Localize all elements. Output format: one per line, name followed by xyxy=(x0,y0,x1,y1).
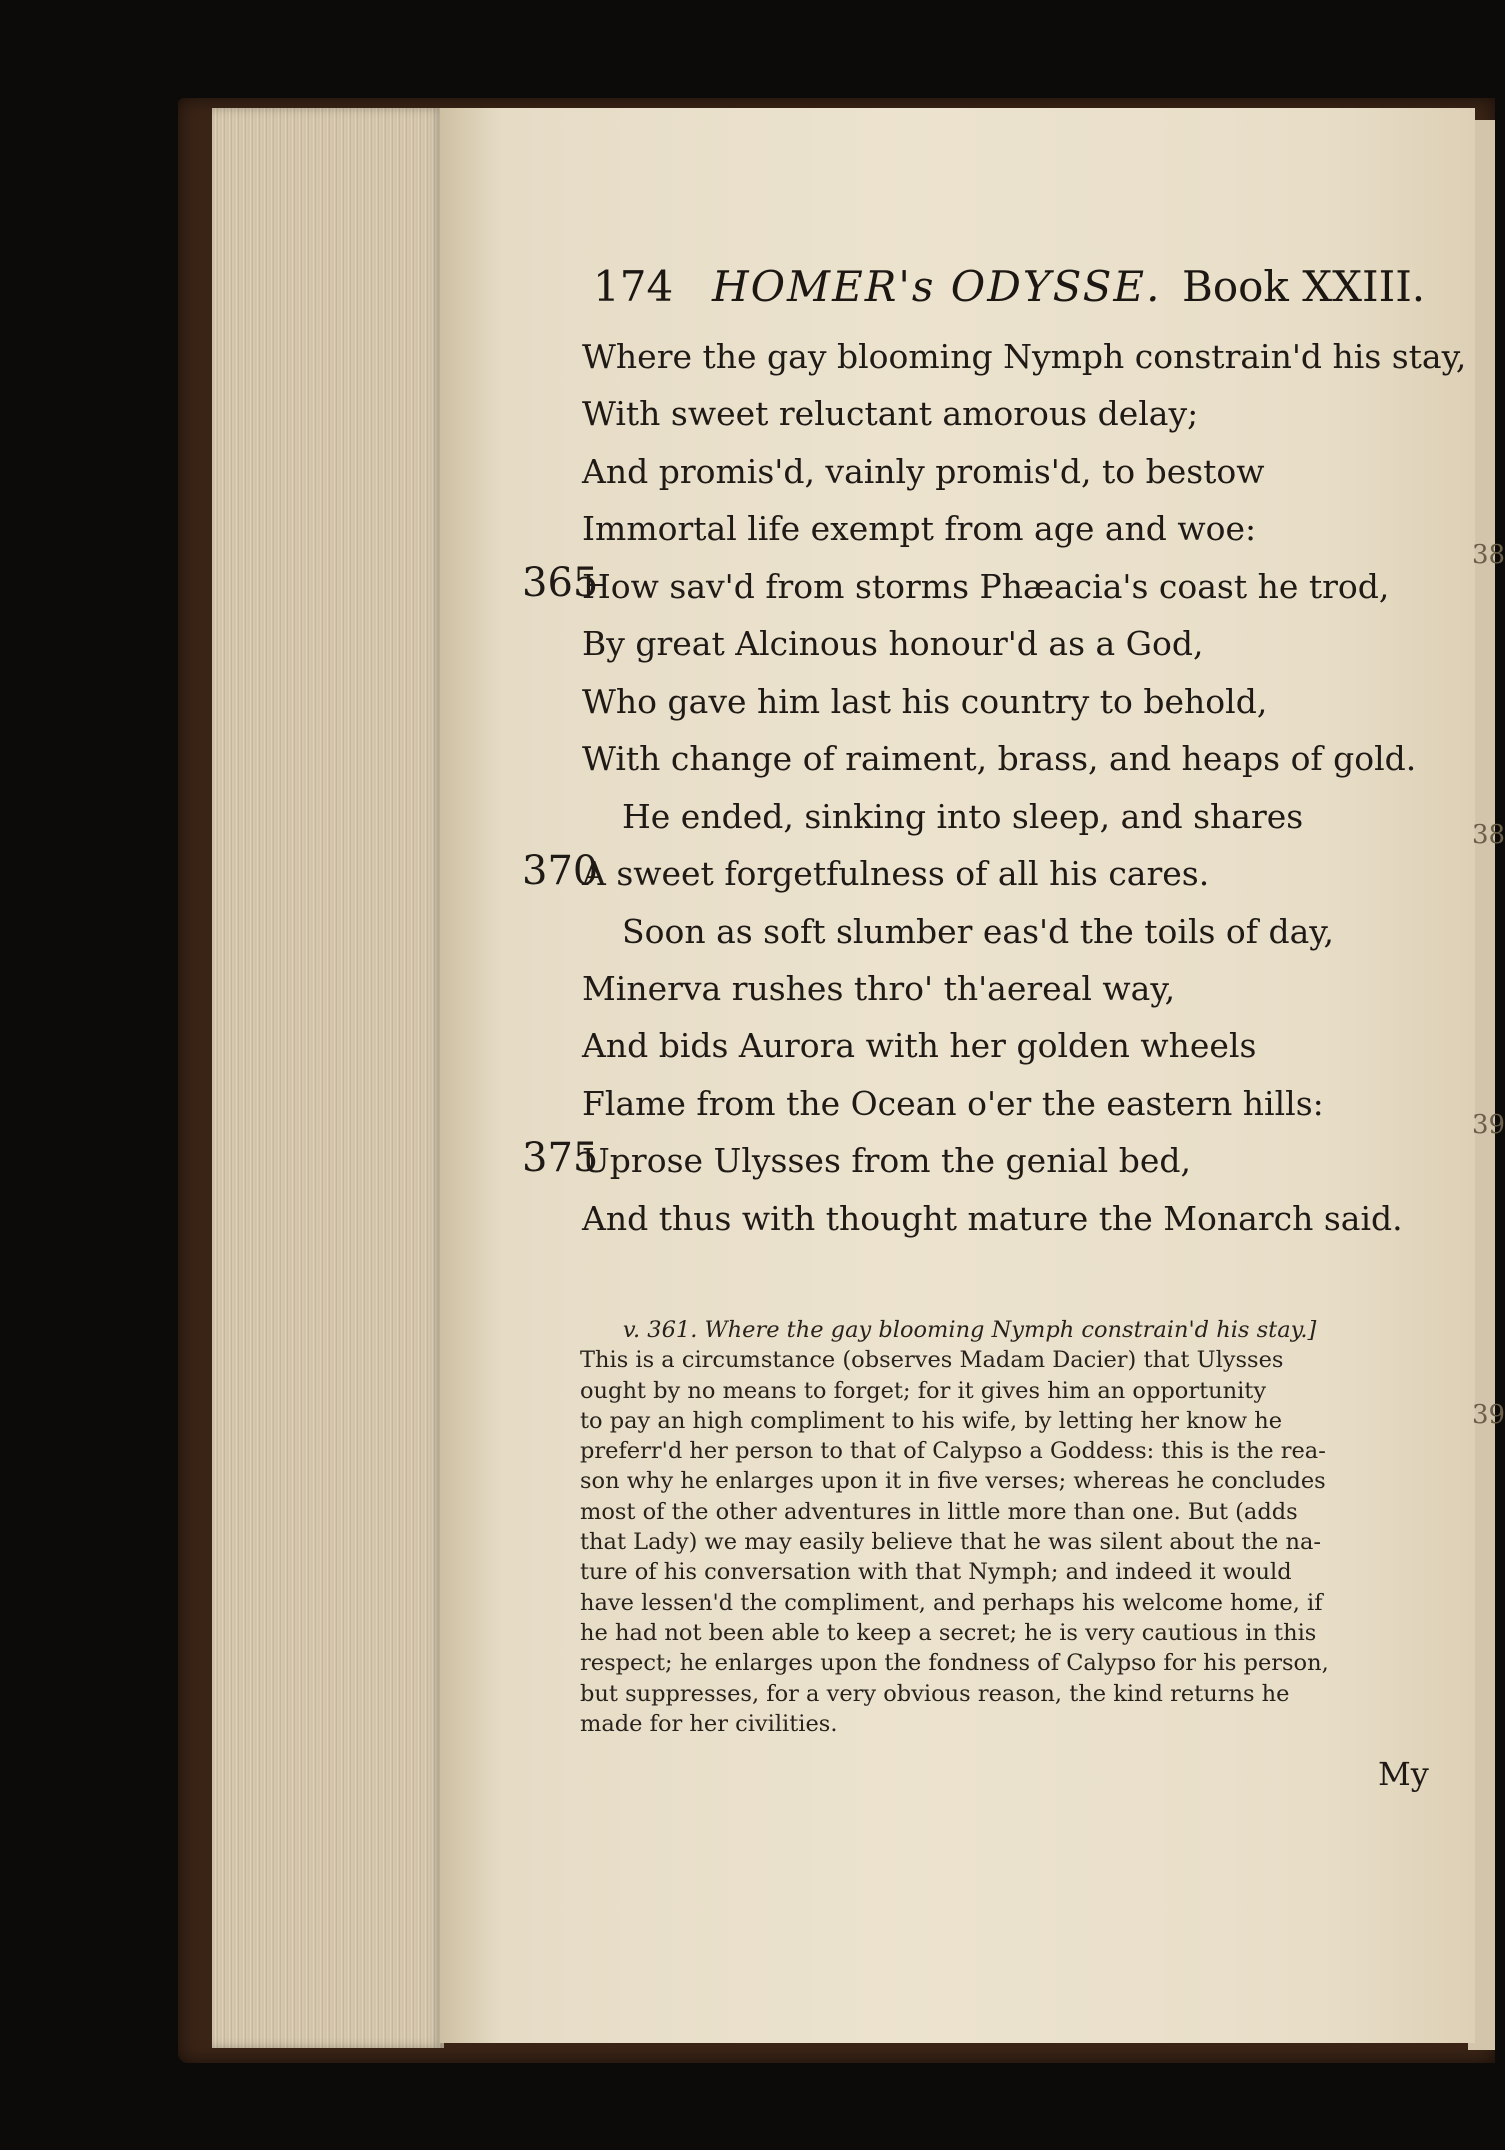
next-page-margin-number: 39 xyxy=(1472,1110,1505,1140)
verse-line: By great Alcinous honour'd as a God, xyxy=(582,624,1204,663)
footnote-line: preferr'd her person to that of Calypso a Goddess: this is the rea- xyxy=(580,1438,1326,1465)
verse-line: And thus with thought mature the Monarch said. xyxy=(582,1199,1403,1238)
verse-line: Flame from the Ocean o'er the eastern hills: xyxy=(582,1084,1324,1123)
verse-line: A sweet forgetfulness of all his cares. xyxy=(582,854,1210,893)
verse-line: And bids Aurora with her golden wheels xyxy=(582,1026,1257,1065)
footnote-line: This is a circumstance (observes Madam Dacier) that Ulysses xyxy=(580,1347,1284,1374)
footnote-line: to pay an high compliment to his wife, by letting her know he xyxy=(580,1407,1283,1434)
verse-line: He ended, sinking into sleep, and shares xyxy=(622,797,1304,836)
footnote-line: most of the other adventures in little more than one. But (adds xyxy=(580,1498,1298,1525)
verse-line: Uprose Ulysses from the genial bed, xyxy=(582,1141,1191,1180)
footnote-line: made for her civilities. xyxy=(580,1710,838,1737)
verse-line: Where the gay blooming Nymph constrain'd his stay, xyxy=(582,337,1467,376)
footnote-line: ought by no means to forget; for it gives him an opportunity xyxy=(580,1377,1267,1404)
verse-line: Soon as soft slumber eas'd the toils of day, xyxy=(622,912,1335,951)
footnote-line: but suppresses, for a very obvious reason, the kind returns he xyxy=(580,1680,1290,1707)
footnote-line: son why he enlarges upon it in five verses; whereas he concludes xyxy=(580,1468,1326,1495)
footnote-line: ture of his conversation with that Nymph; and indeed it would xyxy=(580,1559,1292,1586)
footnote-line: he had not been able to keep a secret; he is very cautious in this xyxy=(580,1619,1317,1646)
verse-line: Who gave him last his country to behold, xyxy=(582,682,1268,721)
book-label: Book XXIII. xyxy=(1182,262,1426,311)
footnote xyxy=(580,1315,1422,1739)
catchword: My xyxy=(1378,1755,1429,1793)
next-page-margin-number: 39 xyxy=(1472,1400,1505,1430)
footnote-line: have lessen'd the compliment, and perhaps his welcome home, if xyxy=(580,1589,1323,1616)
footnote-line: that Lady) we may easily believe that he was silent about the na- xyxy=(580,1529,1321,1556)
footnote-line: v. 361. Where the gay blooming Nymph constrain'd his stay.] xyxy=(580,1317,1317,1343)
line-number: 370 xyxy=(522,848,599,894)
page-edges xyxy=(212,108,444,2048)
running-title: HOMER's ODYSSE. xyxy=(712,262,1162,311)
page-number: 174 xyxy=(593,262,674,311)
verse-line: With sweet reluctant amorous delay; xyxy=(582,394,1199,433)
footnote-line: respect; he enlarges upon the fondness of Calypso for his person, xyxy=(580,1650,1329,1677)
line-number: 375 xyxy=(522,1135,599,1181)
next-page-margin-number: 38 xyxy=(1472,820,1505,850)
verse-line: With change of raiment, brass, and heaps of gold. xyxy=(582,739,1417,778)
verse-line: Immortal life exempt from age and woe: xyxy=(582,509,1257,548)
verse-line: And promis'd, vainly promis'd, to bestow xyxy=(582,452,1265,491)
next-page-margin-number: 38 xyxy=(1472,540,1505,570)
verse-line: How sav'd from storms Phæacia's coast he trod, xyxy=(582,567,1390,606)
verse-line: Minerva rushes thro' th'aereal way, xyxy=(582,969,1176,1008)
line-number: 365 xyxy=(522,560,599,606)
